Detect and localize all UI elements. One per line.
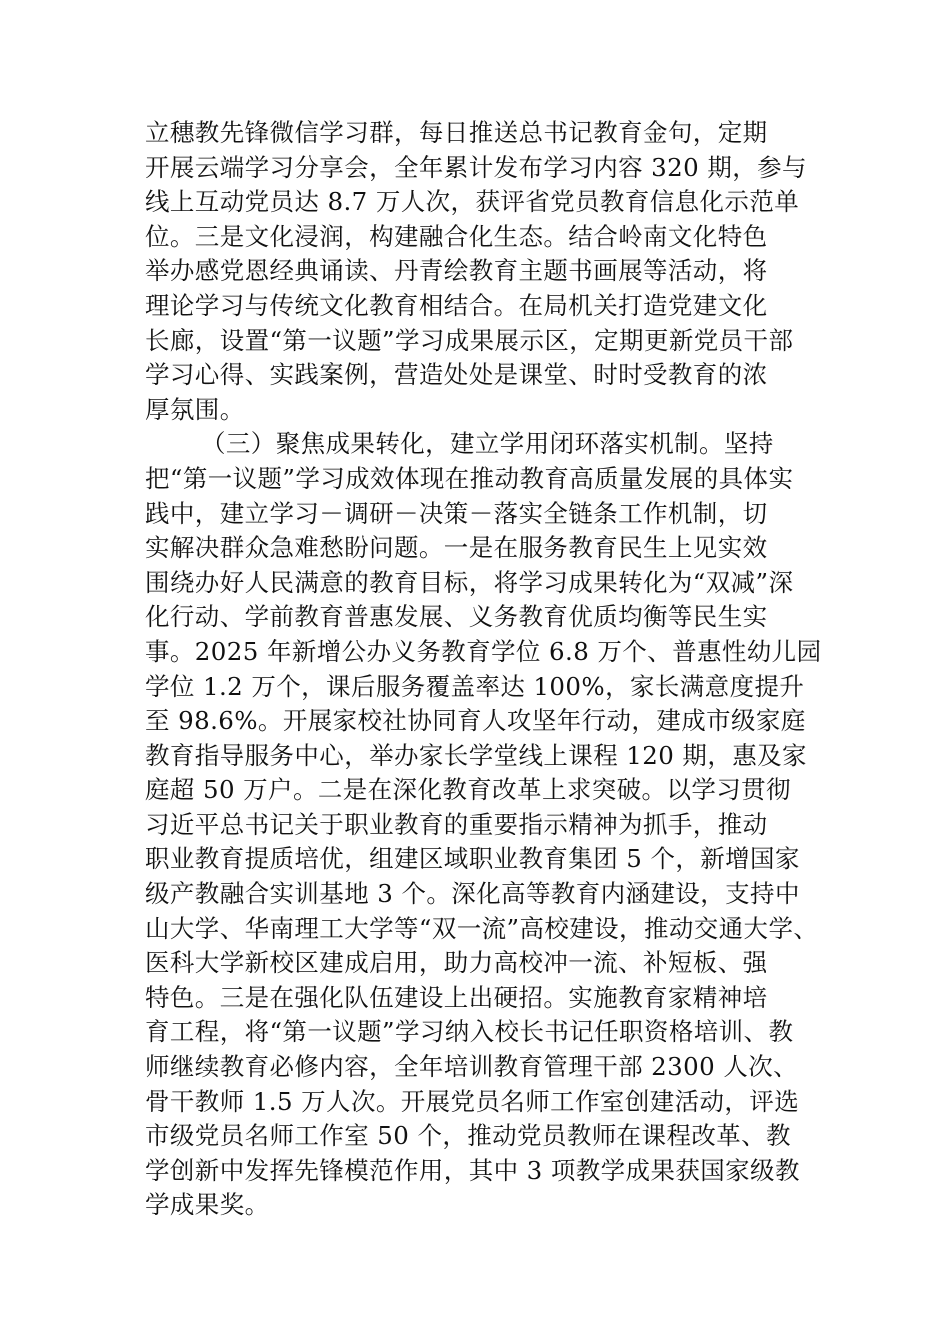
text-line: 职业教育提质培优，组建区域职业教育集团 5 个，新增国家 [145,844,800,874]
text-line: 化行动、学前教育普惠发展、义务教育优质均衡等民生实 [145,602,768,632]
text-line: 医科大学新校区建成启用，助力高校冲一流、补短板、强 [145,948,768,978]
text-line: 把“第一议题”学习成效体现在推动教育高质量发展的具体实 [145,463,794,493]
text-line: 立穗教先锋微信学习群，每日推送总书记教育金句，定期 [145,118,768,147]
text-line: 学习心得、实践案例，营造处处是课堂、时时受教育的浓 [145,360,768,390]
text-line: 庭超 50 万户。二是在深化教育改革上求突破。以学习贯彻 [145,775,791,805]
text-line: 教育指导服务中心，举办家长学堂线上课程 120 期，惠及家 [145,740,807,770]
text-line: 践中，建立学习－调研－决策－落实全链条工作机制，切 [145,498,768,528]
text-line: 学位 1.2 万个，课后服务覆盖率达 100%，家长满意度提升 [145,671,805,701]
text-line: 骨干教师 1.5 万人次。开展党员名师工作室创建活动，评选 [145,1086,800,1116]
text-line: 厚氛围。 [145,394,245,424]
text-line: 学成果奖。 [145,1190,270,1220]
text-line: 举办感党恩经典诵读、丹青绘教育主题书画展等活动，将 [145,256,768,286]
text-line: 实解决群众急难愁盼问题。一是在服务教育民生上见实效 [145,533,768,563]
text-line: 围绕办好人民满意的教育目标，将学习成果转化为“双减”深 [145,567,794,597]
text-line: 特色。三是在强化队伍建设上出硬招。实施教育家精神培 [145,982,768,1012]
text-line: 位。三是文化浸润，构建融合化生态。结合岭南文化特色 [145,221,768,251]
text-line: 习近平总书记关于职业教育的重要指示精神为抓手，推动 [145,809,768,839]
section-heading-line: （三）聚焦成果转化，建立学用闭环落实机制。坚持 [201,429,774,459]
text-line: 理论学习与传统文化教育相结合。在局机关打造党建文化 [145,290,768,320]
text-line: 级产教融合实训基地 3 个。深化高等教育内涵建设，支持中 [145,879,800,909]
text-line: 线上互动党员达 8.7 万人次，获评省党员教育信息化示范单 [145,187,800,217]
text-line: 学创新中发挥先锋模范作用，其中 3 项教学成果获国家级教 [145,1155,800,1185]
text-line: 至 98.6%。开展家校社协同育人攻坚年行动，建成市级家庭 [145,706,806,736]
text-line: 开展云端学习分享会，全年累计发布学习内容 320 期，参与 [145,152,807,182]
text-line: 山大学、华南理工大学等“双一流”高校建设，推动交通大学、 [145,913,819,943]
text-line: 师继续教育必修内容，全年培训教育管理干部 2300 人次、 [145,1052,799,1082]
body-text [145,116,821,1223]
text-line: 市级党员名师工作室 50 个，推动党员教师在课程改革、教 [145,1121,791,1151]
text-line: 事。2025 年新增公办义务教育学位 6.8 万个、普惠性幼儿园 [145,636,822,666]
text-line: 育工程，将“第一议题”学习纳入校长书记任职资格培训、教 [145,1017,794,1047]
text-line: 长廊，设置“第一议题”学习成果展示区，定期更新党员干部 [145,325,794,355]
